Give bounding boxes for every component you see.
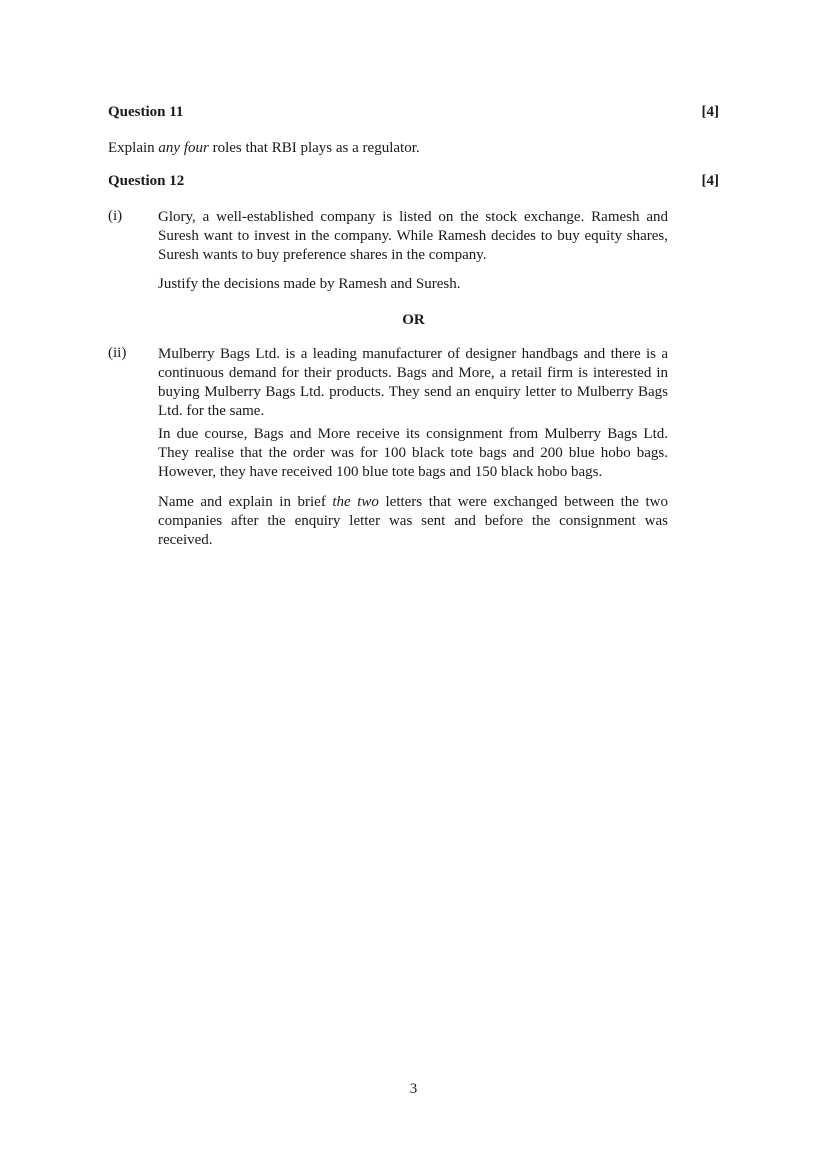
question-12-header [108,173,719,190]
emphasis: any four [158,140,209,156]
question-11-title: Question 11 [108,104,184,120]
part-ii-paragraph-2: In due course, Bags and More receive its consignment from Mulberry Bags Ltd. They realise that the order was for 100 black tote bags and 200 blue hobo bags. However, they have received 100 blue tote bags and 150 black hobo bags. [158,426,668,480]
part-i-paragraph: Glory, a well-established company is listed on the stock exchange. Ramesh and Suresh want to invest in the company. While Ramesh decides to buy equity shares, Suresh wants to buy preference shares in the company. [158,209,668,263]
part-ii-paragraph-1: Mulberry Bags Ltd. is a leading manufacturer of designer handbags and there is a continuous demand for their products. Bags and More, a retail firm is interested in buying Mulberry Bags Ltd. products. They send an enquiry letter to Mulberry Bags Ltd. for the same. [158,346,668,419]
page-number: 3 [409,1081,418,1097]
part-i-instruction: Justify the decisions made by Ramesh and Suresh. [158,276,461,292]
question-12-title: Question 12 [108,173,185,189]
question-11-text: Explain any four roles that RBI plays as a regulator. [108,140,420,156]
part-ii-instruction: Name and explain in brief the two letters that were exchanged between the two companies after the enquiry letter was sent and before the consignment was received. [158,494,669,548]
question-12-marks: [4] [701,173,719,189]
question-11-header [108,104,719,121]
emphasis: the two [332,494,379,510]
part-label: (i) [108,208,123,224]
part-label: (ii) [108,345,127,361]
or-separator: OR [402,312,425,328]
question-11-marks: [4] [701,104,719,120]
